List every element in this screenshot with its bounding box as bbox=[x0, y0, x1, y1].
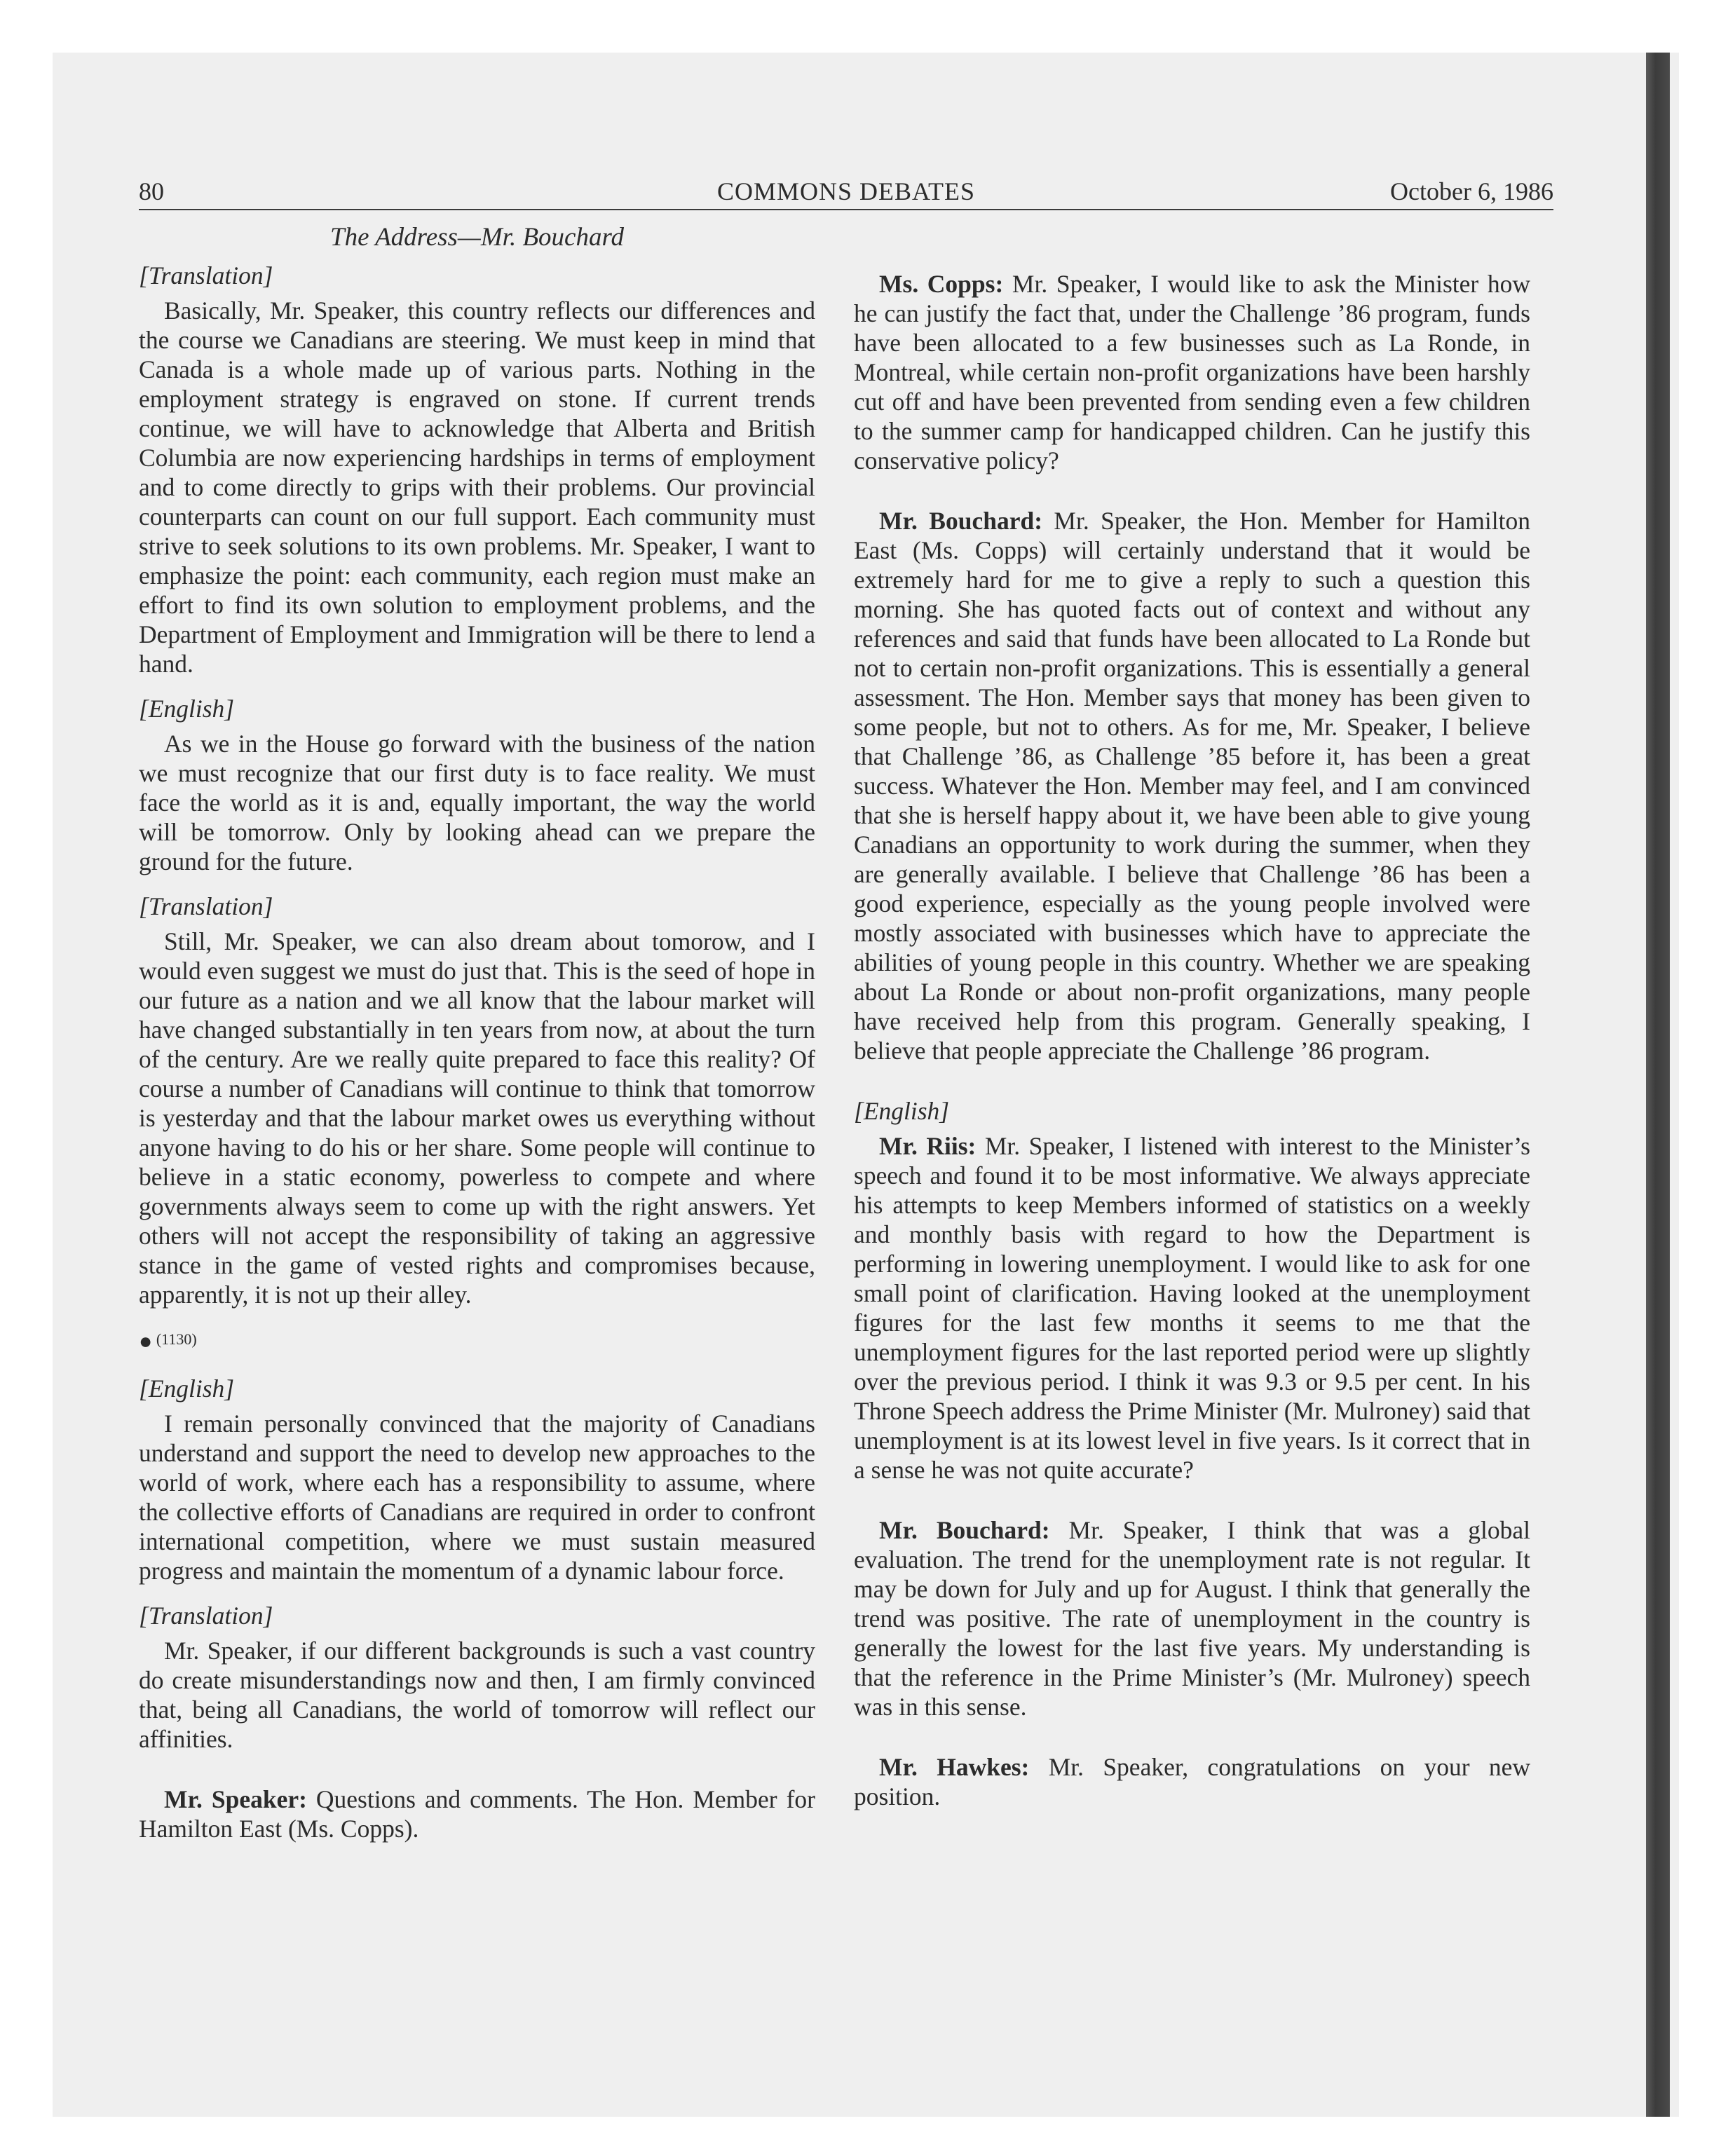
speech-paragraph bbox=[854, 1515, 1530, 1721]
speech-text: Questions and comments. The Hon. Member for Hamilton East (Ms. Copps). bbox=[139, 1785, 815, 1843]
language-marker: [English] bbox=[854, 1097, 950, 1125]
language-marker: [Translation] bbox=[139, 261, 273, 289]
language-marker: [English] bbox=[139, 695, 235, 723]
speech-text: Mr. Speaker, I think that was a global evaluation. The trend for the unemployment rate is not regular. It may be down for July and up for August. I think that generally the trend was positive. The rate of unemployment in the country is generally the lowest for the last five years. My understanding is that the reference in the Prime Minister’s (Mr. Mulroney) speech was in this sense. bbox=[854, 1516, 1530, 1721]
publication-title: COMMONS DEBATES bbox=[716, 177, 976, 205]
speech-paragraph bbox=[854, 506, 1530, 1065]
speech-paragraph bbox=[139, 1785, 815, 1843]
paragraph: Mr. Speaker, if our different backgrounds is such a vast country do create misunderstandings now and then, I am firmly convinced that, being all Canadians, the world of tomorrow will reflect our affinities. bbox=[139, 1636, 815, 1753]
speaker-name: Mr. Hawkes: bbox=[879, 1753, 1030, 1781]
page-header bbox=[139, 177, 1553, 207]
paragraph: Still, Mr. Speaker, we can also dream about tomorow, and I would even suggest we must do just that. This is the seed of hope in our future as a nation and we all know that the labour market will have changed substantially in ten years from now, at about the turn of the century. Are we really quite prepared to face this reality? Of course a number of Canadians will continue to think that tomorrow is yesterday and that the labour market owes us everything without anyone having to do his or her share. Some people will continue to believe in a static economy, powerless to compete and where governments always seem to come up with the right answers. Yet others will not accept the responsibility of taking an aggressive stance in the game of vested rights and compromises because, apparently, it is not up their alley. bbox=[139, 927, 815, 1309]
speech-text: Mr. Speaker, the Hon. Member for Hamilton East (Ms. Copps) will certainly understand that it would be extremely hard for me to give a reply to such a question this morning. She has quoted facts out of context and without any references and said that funds have been allocated to La Ronde but not to certain non-profit organizations. This is essentially a general assessment. The Hon. Member says that money has been given to some people, but not to others. As for me, Mr. Speaker, I believe that Challenge ’86, as Challenge ’85 before it, has been a great success. Whatever the Hon. Member may feel, and I am convinced that she is herself happy about it, we have been able to give young Canadians an opportunity to work during the summer, when they are generally available. I believe that Challenge ’86 has been a good experience, especially as the young people involved were mostly associated with businesses which have to appreciate the abilities of young people in this country. Whether we are speaking about La Ronde or about non-profit organizations, many people have received help from this program. Generally speaking, I believe that people appreciate the Challenge ’86 program. bbox=[854, 507, 1530, 1065]
speaker-name: Ms. Copps: bbox=[879, 270, 1004, 298]
speech-paragraph bbox=[854, 1752, 1530, 1811]
speech-text: Mr. Speaker, I would like to ask the Minister how he can justify the fact that, under the Challenge ’86 program, funds have been allocated to a few businesses such as La Ronde, in Montreal, while certain non-profit organizations have been harshly cut off and have been prevented from sending even a few children to the summer camp for handicapped children. Can he justify this conservative policy? bbox=[854, 270, 1530, 475]
running-head: The Address—Mr. Bouchard bbox=[330, 223, 624, 252]
speaker-name: Mr. Riis: bbox=[879, 1132, 977, 1160]
speech-paragraph bbox=[854, 269, 1530, 475]
header-rule bbox=[139, 209, 1553, 210]
paragraph: Basically, Mr. Speaker, this country reflects our differences and the course we Canadians are steering. We must keep in mind that Canada is a whole made up of various parts. Nothing in the employment strategy is engraved on stone. If current trends continue, we will have to acknowledge that Alberta and British Columbia are now experiencing hardships in terms of employment and to come directly to grips with their problems. Our provincial counterparts can count on our full support. Each community must strive to seek solutions to its own problems. Mr. Speaker, I want to emphasize the point: each community, each region must make an effort to find its own solution to employment problems, and the Department of Employment and Immigration will be there to lend a hand. bbox=[139, 296, 815, 678]
paragraph: As we in the House go forward with the business of the nation we must recognize that our first duty is to face reality. We must face the world as it is and, equally important, the way the world will be tomorrow. Only by looking ahead can we prepare the ground for the future. bbox=[139, 730, 815, 875]
page-number: 80 bbox=[139, 177, 164, 205]
speech-text: Mr. Speaker, I listened with interest to the Minister’s speech and found it to be most informative. We always appreciate his attempts to keep Members informed of statistics on a weekly and monthly basis with regard to how the Department is performing in lowering unemployment. I would like to ask for one small point of clarification. Having looked at the unemployment figures for the last few months it seems to me that the unemployment figures for the last reported period were up slightly over the previous period. I think it was 9.3 or 9.5 per cent. In his Throne Speech address the Prime Minister (Mr. Mulroney) said that unemployment is at its lowest level in five years. Is it correct that in a sense he was not quite accurate? bbox=[854, 1132, 1530, 1484]
speaker-name: Mr. Bouchard: bbox=[879, 507, 1043, 535]
language-marker: [Translation] bbox=[139, 892, 273, 920]
bullet-dot-icon: ● bbox=[139, 1328, 153, 1353]
speaker-name: Mr. Bouchard: bbox=[879, 1516, 1050, 1544]
time-marker bbox=[139, 1325, 815, 1356]
speech-text: Mr. Speaker, congratulations on your new position. bbox=[854, 1753, 1530, 1810]
time-marker-text: (1130) bbox=[156, 1330, 197, 1348]
paragraph: I remain personally convinced that the majority of Canadians understand and support the need to develop new approaches to the world of work, where each has a responsibility to assume, where the collective efforts of Canadians are required in order to confront international competition, where we must sustain measured progress and maintain the momentum of a dynamic labour force. bbox=[139, 1409, 815, 1585]
speech-paragraph bbox=[854, 1131, 1530, 1485]
header-date: October 6, 1986 bbox=[1390, 177, 1553, 205]
language-marker: [English] bbox=[139, 1374, 235, 1403]
scan-edge-shadow bbox=[1646, 53, 1670, 2117]
language-marker: [Translation] bbox=[139, 1601, 273, 1630]
speaker-name: Mr. Speaker: bbox=[164, 1785, 307, 1813]
right-column bbox=[854, 269, 1530, 1827]
left-column bbox=[139, 223, 815, 1859]
